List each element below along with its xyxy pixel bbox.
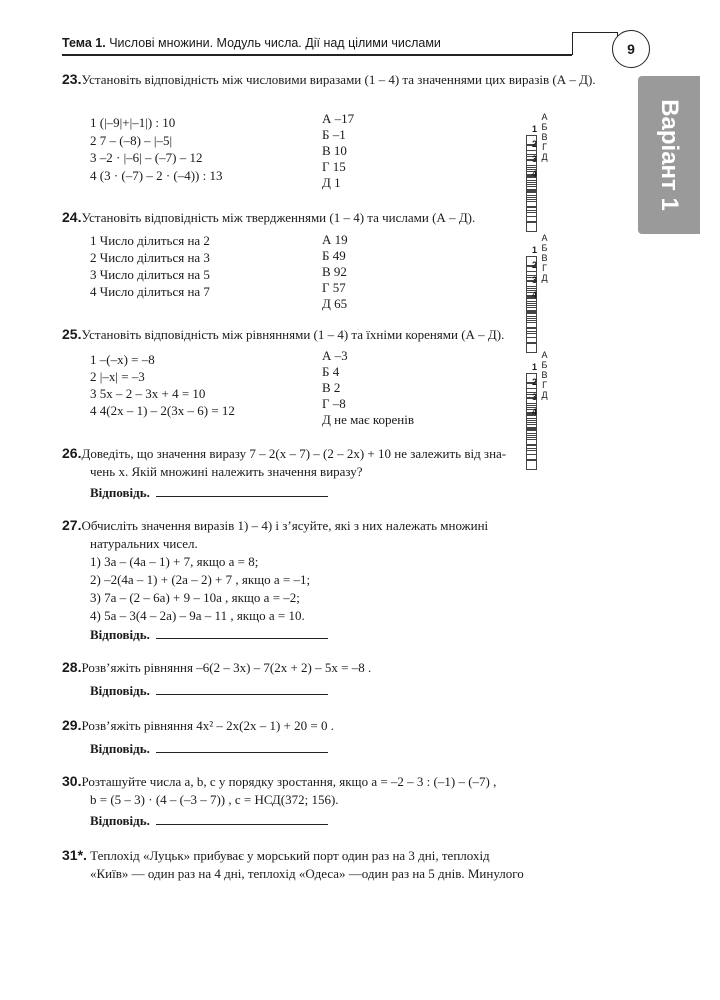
grid-column-headers (538, 112, 551, 162)
question-27: 27.Обчисліть значення виразів 1) – 4) і з’ясуйте, які з них належать множині натуральних чисел. 1) 3a – (4a – 1) + 7, якщо a = 8; 2) –2(4a – 1) + (2a – 2) + 7 , якщо a = –1; 3) 7a – (2 – 6a) + 9 – 10a , якщо a = –2; 4) 5a – 3(4 – 2a) – 9a – 11 , якщо a = 10. (62, 517, 489, 623)
grid-row (526, 260, 538, 272)
q24-statements: 1 Число ділиться на 2 2 Число ділиться на 3 3 Число ділиться на 5 4 Число ділиться на 7 (90, 233, 210, 299)
grid-row (526, 290, 538, 302)
header-rule (62, 54, 572, 56)
page-number: 9 (612, 30, 650, 68)
q23-values: А –17 Б –1 В 10 Г 15 Д 1 (322, 111, 355, 190)
grid-header: Б (541, 360, 548, 370)
grid-column-headers (538, 350, 551, 400)
question-28: 28.Розв’яжіть рівняння –6(2 – 3x) – 7(2x + 2) – 5x = –8 . (62, 659, 372, 675)
grid-row-number: 1 (531, 245, 537, 255)
grid-header: А (541, 112, 548, 122)
grid-row (526, 377, 538, 389)
question-23: 23.Установіть відповідність між числовими виразами (1 – 4) та значеннями цих виразів (А – Д). (62, 71, 596, 87)
grid-header: Д (541, 273, 548, 283)
topic-title: Тема 1. Числові множини. Модуль числа. Дії над цілими числами (62, 36, 441, 50)
answer-30[interactable]: Відповідь. (90, 812, 328, 829)
grid-row (526, 154, 538, 166)
grid-header: Г (542, 142, 547, 152)
q23-expressions: 1 (|–9|+|–1|) : 10 2 7 – (–8) – |–5| 3 –2 · |–6| – (–7) – 12 4 (3 · (–7) – 2 · (–4)) : 13 (90, 115, 223, 183)
answer-cell[interactable] (526, 343, 537, 353)
answer-cell[interactable] (526, 190, 537, 200)
question-31: 31*. Теплохід «Луцьк» прибуває у морський порт один раз на 3 дні, теплохід «Київ» — один раз на 4 дні, теплохід «Одеса» —один раз на 5 днів. Минулого (62, 847, 524, 881)
grid-row-number: 1 (531, 124, 537, 134)
grid-row (526, 362, 538, 374)
grid-header: В (541, 132, 548, 142)
question-24: 24.Установіть відповідність між твердженнями (1 – 4) та числами (А – Д). (62, 209, 476, 225)
answer-cell[interactable] (526, 428, 537, 438)
page-number-box (572, 32, 618, 55)
grid-row (526, 407, 538, 419)
grid-row-number: 4 (531, 407, 537, 417)
grid-header: В (541, 253, 548, 263)
answer-cell[interactable] (526, 301, 537, 311)
variant-tab: Варіант 1 (638, 76, 700, 234)
grid-header: В (541, 370, 548, 380)
grid-row-number: 2 (531, 139, 537, 149)
grid-row-number: 3 (531, 275, 537, 285)
grid-row-number: 2 (531, 377, 537, 387)
question-29: 29.Розв’яжіть рівняння 4x² – 2x(2x – 1) + 20 = 0 . (62, 717, 334, 733)
grid-column-headers (538, 233, 551, 283)
grid-row (526, 124, 538, 136)
answer-29[interactable]: Відповідь. (90, 740, 328, 757)
grid-row-number: 4 (531, 169, 537, 179)
answer-28[interactable]: Відповідь. (90, 682, 328, 699)
grid-header: Г (542, 380, 547, 390)
grid-row-number: 4 (531, 290, 537, 300)
grid-row (526, 245, 538, 257)
grid-header: Д (541, 152, 548, 162)
question-25: 25.Установіть відповідність між рівняннями (1 – 4) та їхніми коренями (А – Д). (62, 326, 505, 342)
grid-header: А (541, 233, 548, 243)
q24-numbers: А 19 Б 49 В 92 Г 57 Д 65 (322, 232, 348, 311)
answer-cell[interactable] (526, 418, 537, 428)
grid-row (526, 275, 538, 287)
grid-header: А (541, 350, 548, 360)
page-header (62, 32, 635, 57)
grid-header: Б (541, 122, 548, 132)
grid-row-number: 3 (531, 392, 537, 402)
grid-row-number: 3 (531, 154, 537, 164)
answer-cell[interactable] (526, 311, 537, 321)
answer-cell[interactable] (526, 180, 537, 190)
grid-row (526, 392, 538, 404)
grid-row-number: 1 (531, 362, 537, 372)
question-26: 26.Доведіть, що значення виразу 7 – 2(x – 7) – (2 – 2x) + 10 не залежить від зна- чень x. Якій множині належить значення виразу? (62, 445, 507, 479)
question-30: 30.Розташуйте числа a, b, c у порядку зростання, якщо a = –2 – 3 : (–1) – (–7) , b = (5 – 3) · (4 – (–3 – 7)) , c = НСД(372; 156). (62, 773, 497, 807)
q25-equations: 1 –(–x) = –8 2 |–x| = –3 3 5x – 2 – 3x + 4 = 10 4 4(2x – 1) – 2(3x – 6) = 12 (90, 352, 235, 418)
q25-roots: А –3 Б 4 В 2 Г –8 Д не має коренів (322, 348, 414, 427)
grid-row (526, 139, 538, 151)
answer-27[interactable]: Відповідь. (90, 626, 328, 643)
grid-header: Г (542, 263, 547, 273)
grid-header: Б (541, 243, 548, 253)
grid-row (526, 169, 538, 181)
answer-26[interactable]: Відповідь. (90, 484, 328, 501)
grid-row-number: 2 (531, 260, 537, 270)
grid-header: Д (541, 390, 548, 400)
